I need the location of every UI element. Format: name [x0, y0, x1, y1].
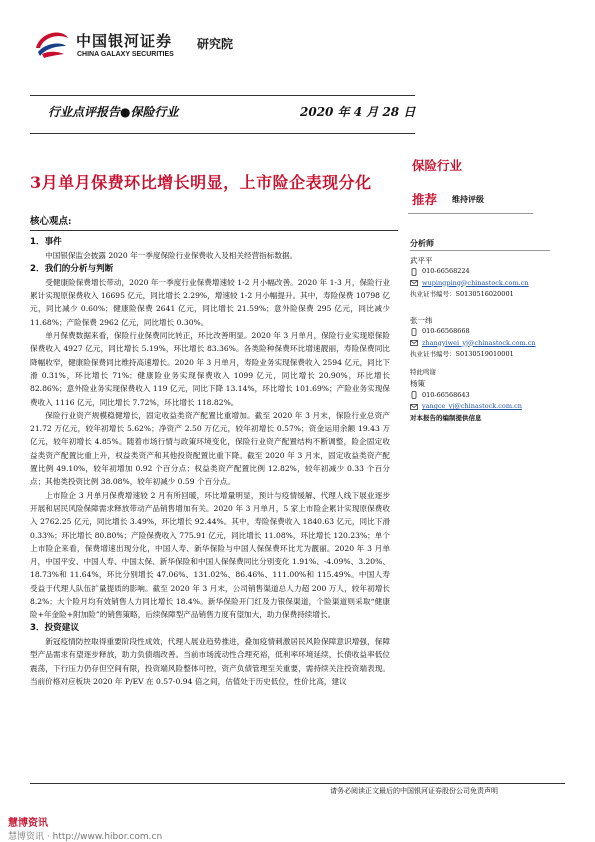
section-heading-recommendation: 3．投资建议: [30, 622, 79, 633]
analyst-phone-row: [410, 326, 550, 338]
galaxy-logo-icon: [32, 28, 70, 58]
analyst-email[interactable]: zhangyiwei_yj@chinastock.com.cn: [422, 338, 536, 347]
analyst-phone-row: [410, 266, 550, 278]
analyst-email-row: [410, 338, 550, 350]
section-heading-analysis: 2．我们的分析与判断: [30, 263, 114, 274]
header-divider-top: [30, 95, 415, 96]
core-views-label: 核心观点:: [30, 216, 72, 227]
industry-label: 保险行业: [412, 158, 463, 173]
footer-disclaimer: 请务必阅读正文最后的中国银河证券股份公司免责声明: [330, 787, 498, 795]
phone-icon: [410, 328, 418, 336]
analyst-license: 执业证书编号：S0130516020001: [410, 290, 514, 298]
report-type: 行业点评报告●保险行业: [48, 105, 179, 119]
footer-divider: [30, 783, 565, 784]
section-heading-event: 1．事件: [30, 237, 62, 247]
special-thanks-label: 特此鸣谢: [410, 367, 436, 376]
paragraph: 中国银保监会披露 2020 年一季度保险行业保费收入及相关经营指标数据。: [45, 251, 298, 261]
rating-note: 维持评级: [452, 194, 484, 204]
paragraph: 受健康险保费增长带动，2020 年一季度行业保费增速较 1-2 月小幅改善。2020 年 1-3 月，保险行业累计实现原保费收入 16695 亿元，同比增长 2.29%，增速较 1-2 月小幅提升。其中，寿险保费 10798 亿元，同比减少 0.60%；健康险保费 2641 亿元，同比增长 21.59%；意外险保费 295 亿元，同比减少 11.68%；产险保费 2962 亿元，同比增长 0.30%。: [30, 277, 390, 327]
special-thanks-name: 杨策: [410, 379, 425, 388]
company-name-en: CHINA GALAXY SECURITIES: [77, 51, 174, 58]
phone-icon: [410, 391, 418, 399]
core-divider: [30, 230, 398, 231]
special-phone-row: [410, 390, 550, 402]
analyst-name: 张一纬: [410, 315, 433, 325]
special-email-row: [410, 401, 550, 413]
special-phone: 010-66568643: [422, 390, 470, 399]
watermark-site[interactable]: 慧博资讯 · http://www.hibor.com.cn: [8, 832, 163, 842]
paragraph: 保险行业资产规模稳健增长，固定收益类资产配置比重增加。截至 2020 年 3 月末，保险行业总资产 21.72 万亿元，较年初增长 5.62%；净资产 2.50 万亿元，较年初增长 0.57%；资金运用余额 19.43 万亿元，较年初增长 4.85%。随着市场行情与政策环境变化，保险行业资产配置结构不断调整，险企固定收益类资产配置比重上升，权益类资产和其他投资配置比重下降。截至 2020 年 3 月末，固定收益类资产配置比例 49.10%，较年初增加 0.92 个百分点；权益类资产配置比例 12.82%，较年初减少 0.33 个百分点；其他类投资比例 38.08%，较年初减少 0.59 个百分点。: [30, 410, 390, 487]
special-email[interactable]: yangce_yj@chinastock.com.cn: [422, 402, 522, 410]
email-icon: [410, 279, 418, 287]
sidebar-divider: [408, 213, 533, 214]
report-body: [30, 236, 390, 688]
report-title: 3月单月保费环比增长明显，上市险企表现分化: [30, 173, 372, 192]
header-divider-bottom: [30, 133, 415, 134]
email-icon: [410, 403, 418, 411]
report-date: 2020 年 4 月 28 日: [300, 105, 416, 119]
paragraph: 单月保费数据来看，保险行业保费同比转正，环比改善明显。2020 年 3 月单月，保险行业实现原保险保费收入 4927 亿元，同比增长 5.19%，环比增长 83.36%。各类险种保费环比增速靓丽，寿险保费同比降幅收窄，健康险保费同比维持高速增长。2020 年 3 月单月，寿险业务实现保费收入 2594 亿元，同比下滑 0.31%，环比增长 71%；健康险业务实现保费收入 1099 亿元，同比增长 20.90%，环比增长 82.86%；意外险业务实现保费收入 119 亿元，同比下降 13.14%，环比增长 101.69%；产险业务实现保费收入 1116 亿元，同比增长 7.72%，环比增长 118.82%。: [30, 331, 390, 407]
special-note: 对本报告的编制提供信息: [410, 413, 482, 422]
analyst-email[interactable]: wupingping@chinastock.com.cn: [422, 278, 529, 287]
analyst-name: 武平平: [410, 255, 433, 265]
analyst-email-row: [410, 278, 550, 290]
email-icon: [410, 339, 418, 347]
analysts-title: 分析师: [410, 238, 550, 251]
analyst-license: 执业证书编号：S0130519010001: [410, 350, 514, 358]
analyst-phone: 010-66568668: [422, 327, 470, 335]
company-name-cn: 中国银河证券: [76, 32, 173, 50]
rating-label: 推荐: [412, 192, 438, 207]
analyst-panel: [410, 238, 550, 424]
paragraph: 上市险企 3 月单月保费增速较 2 月有所回暖，环比增量明显，预计与疫情缓解、代理人线下展业逐步开展和居民风险保障需求释放带动产品销售增加有关。2020 年 3 月单月，5 家上市险企累计实现原保费收入 2762.25 亿元，同比增长 3.49%，环比增长 92.44%。其中，寿险保费收入 1840.63 亿元，同比下滑 0.33%；环比增长 80.80%；产险保费收入 775.91 亿元，同比增长 11.08%，环比增长 120.23%；单个上市险企来看，保费增速出现分化，中国人寿、新华保险与中国人保保费环比尤为靓丽。2020 年 3 月单月，中国平安、中国人寿、中国太保、新华保险和中国人保保费同比分别变化 1.91%、-4.09%、3.20%、18.73%和 11.64%，环比分别增长 47.06%、131.02%、86.46%、111.00%和 115.49%。中国人寿受益于代理人队伍扩量提质的影响。截至 2020 年 3 月末，公司销售渠道总人力超 200 万人，较年初增长 8.2%；大个险月均有效销售人力同比增长 18.4%。新华保险开门红及力银保渠道，个险渠道则采取“健康险+年金险+附加险”的销售策略，后续保障型产品销售力度有望加大，助力保费持续增长。: [30, 490, 390, 620]
institute-label: 研究院: [197, 37, 234, 51]
paragraph: 新冠疫情防控取得重要阶段性成效，代理人展业趋势推进，叠加疫情刺激居民风险保障意识增强，保障型产品需求有望逐步释放，助力负债端改善。当前市场流动性合理充裕，低利率环境延续，长债收益率低位震荡，下行压力仍存但空间有限，投资端风险整体可控，资产负债管理至关重要，需持续关注投资端表现。当前价格对应板块 2020 年 P/EV 在 0.57-0.94 倍之间，估值处于历史低位，性价比高，建议: [30, 636, 390, 686]
analyst-phone: 010-66568224: [422, 267, 470, 275]
phone-icon: [410, 268, 418, 276]
watermark-title: 慧博资讯: [8, 818, 48, 829]
